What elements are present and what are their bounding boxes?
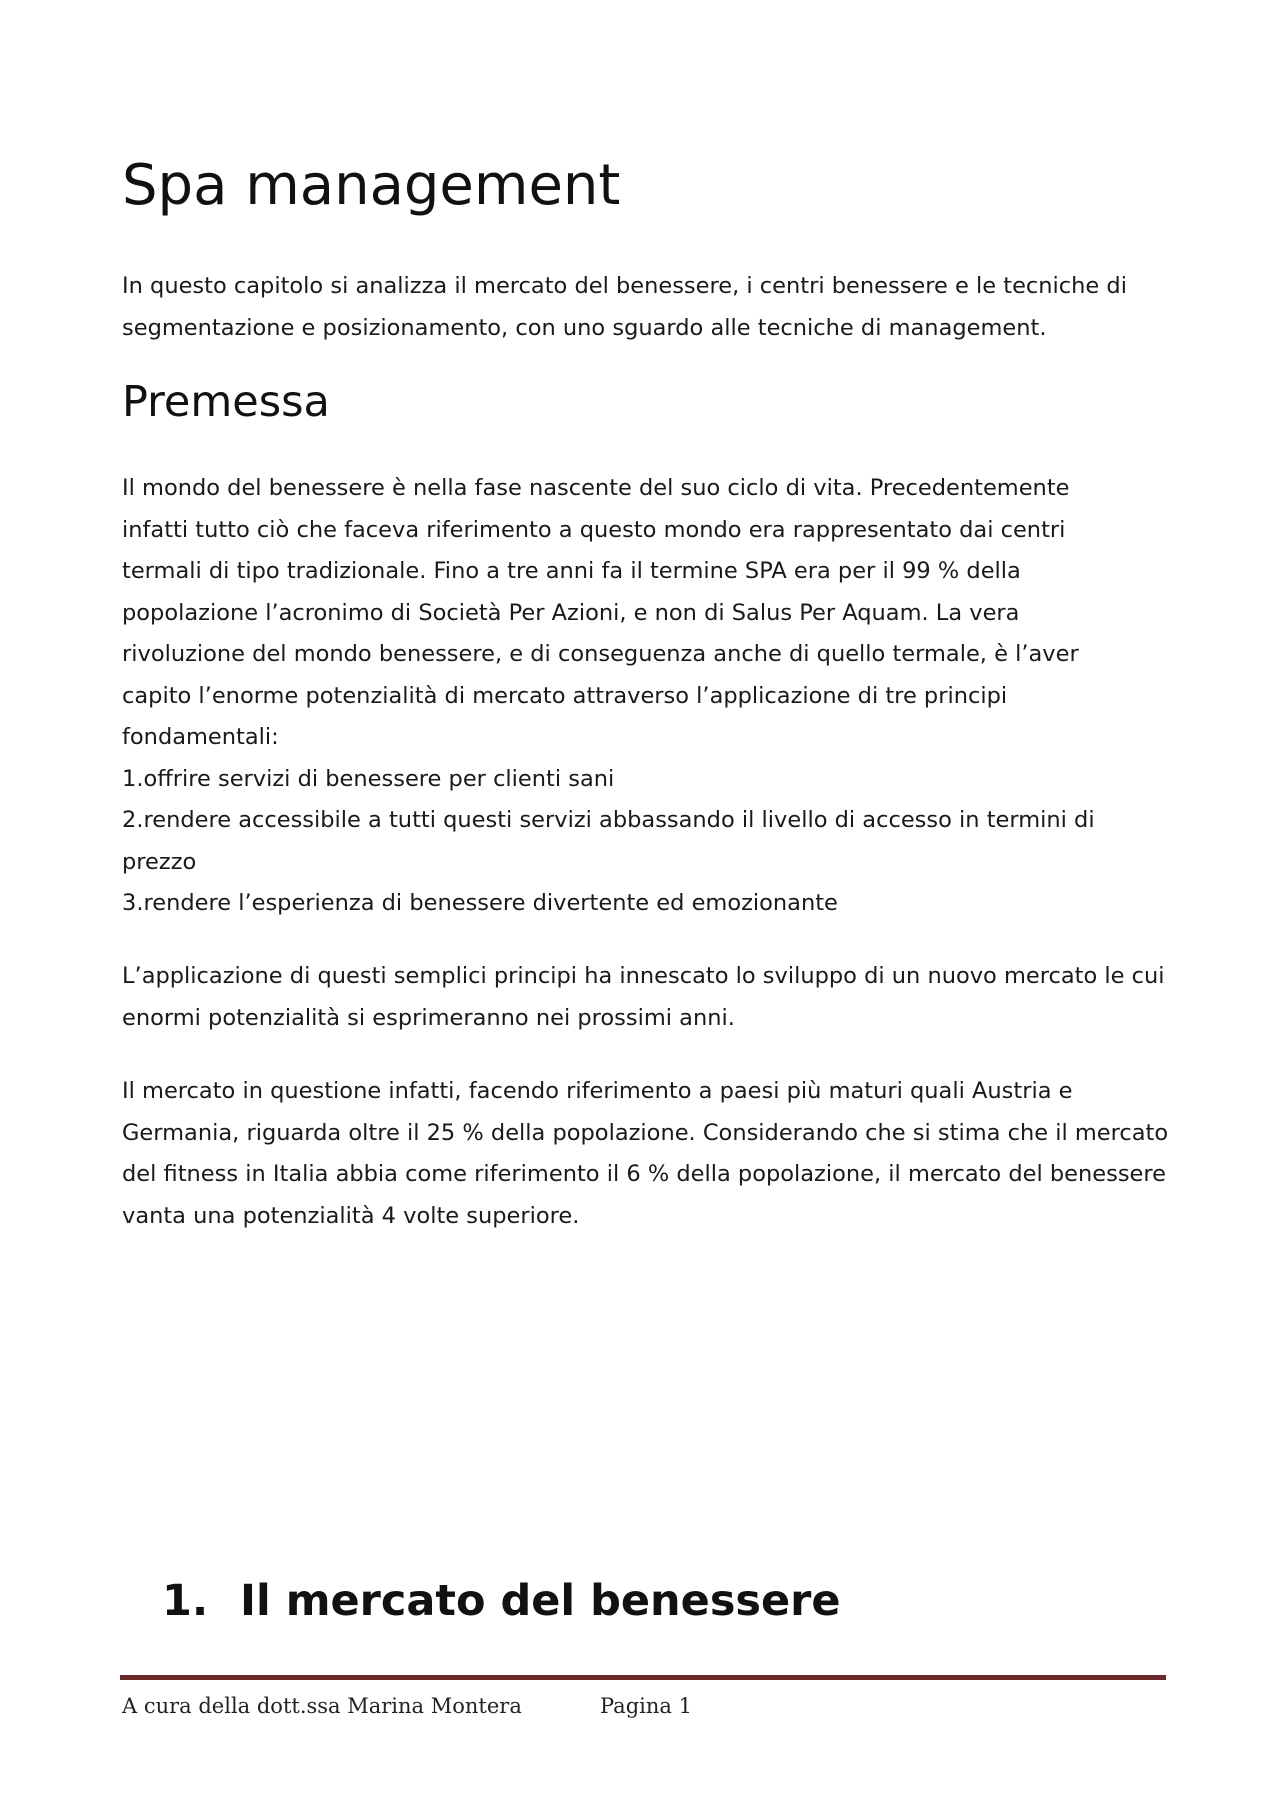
page-footer — [122, 1692, 692, 1720]
premessa-line: fondamentali: — [122, 724, 279, 750]
premessa-line: popolazione l’acronimo di Società Per Azioni, e non di Salus Per Aquam. La vera — [122, 599, 1020, 626]
premessa-line: termali di tipo tradizionale. Fino a tre anni fa il termine SPA era per il 99 % della — [122, 558, 1021, 584]
principle-item-1: 1.offrire servizi di benessere per clienti sani — [122, 765, 615, 792]
principle-item-3: 3.rendere l’esperienza di benessere divertente ed emozionante — [122, 890, 838, 916]
footer-author: A cura della dott.ssa Marina Montera — [122, 1694, 522, 1718]
paragraph-applicazione: L’applicazione di questi semplici principi ha innescato lo sviluppo di un nuovo mercato le cui enormi potenzialità si esprimeranno nei prossimi anni. — [122, 963, 1165, 1031]
footer-page-number: Pagina 1 — [600, 1694, 692, 1718]
premessa-line: infatti tutto ciò che faceva riferimento a questo mondo era rappresentato dai centri — [122, 516, 1066, 543]
premessa-paragraph — [122, 468, 1182, 925]
chapter-number: 1. — [162, 1576, 209, 1626]
paragraph-mercato: Il mercato in questione infatti, facendo riferimento a paesi più maturi quali Austria e Germania, riguarda oltre il 25 % della popolazione. Considerando che si stima che il mercato del fitness in Italia abbia come riferimento il 6 % della popolazione, il mercato del benessere vanta una potenzialità 4 volte superiore. — [122, 1078, 1169, 1229]
intro-paragraph: In questo capitolo si analizza il mercato del benessere, i centri benessere e le tecniche di segmentazione e posizionamento, con uno sguardo alle tecniche di management. — [122, 273, 1127, 341]
chapter-title: Il mercato del benessere — [240, 1576, 841, 1626]
premessa-line: capito l’enorme potenzialità di mercato attraverso l’applicazione di tre principi — [122, 682, 1008, 709]
premessa-line: Il mondo del benessere è nella fase nascente del suo ciclo di vita. Precedentemente — [122, 475, 1070, 501]
page-title: Spa management — [122, 153, 621, 218]
footer-divider — [120, 1675, 1166, 1680]
premessa-line: rivoluzione del mondo benessere, e di conseguenza anche di quello termale, è l’aver — [122, 641, 1079, 667]
chapter-heading — [162, 1571, 841, 1631]
principle-item-2-continued: prezzo — [122, 848, 197, 875]
section-heading-premessa: Premessa — [122, 377, 330, 427]
principle-item-2: 2.rendere accessibile a tutti questi servizi abbassando il livello di accesso in termini di — [122, 807, 1095, 833]
